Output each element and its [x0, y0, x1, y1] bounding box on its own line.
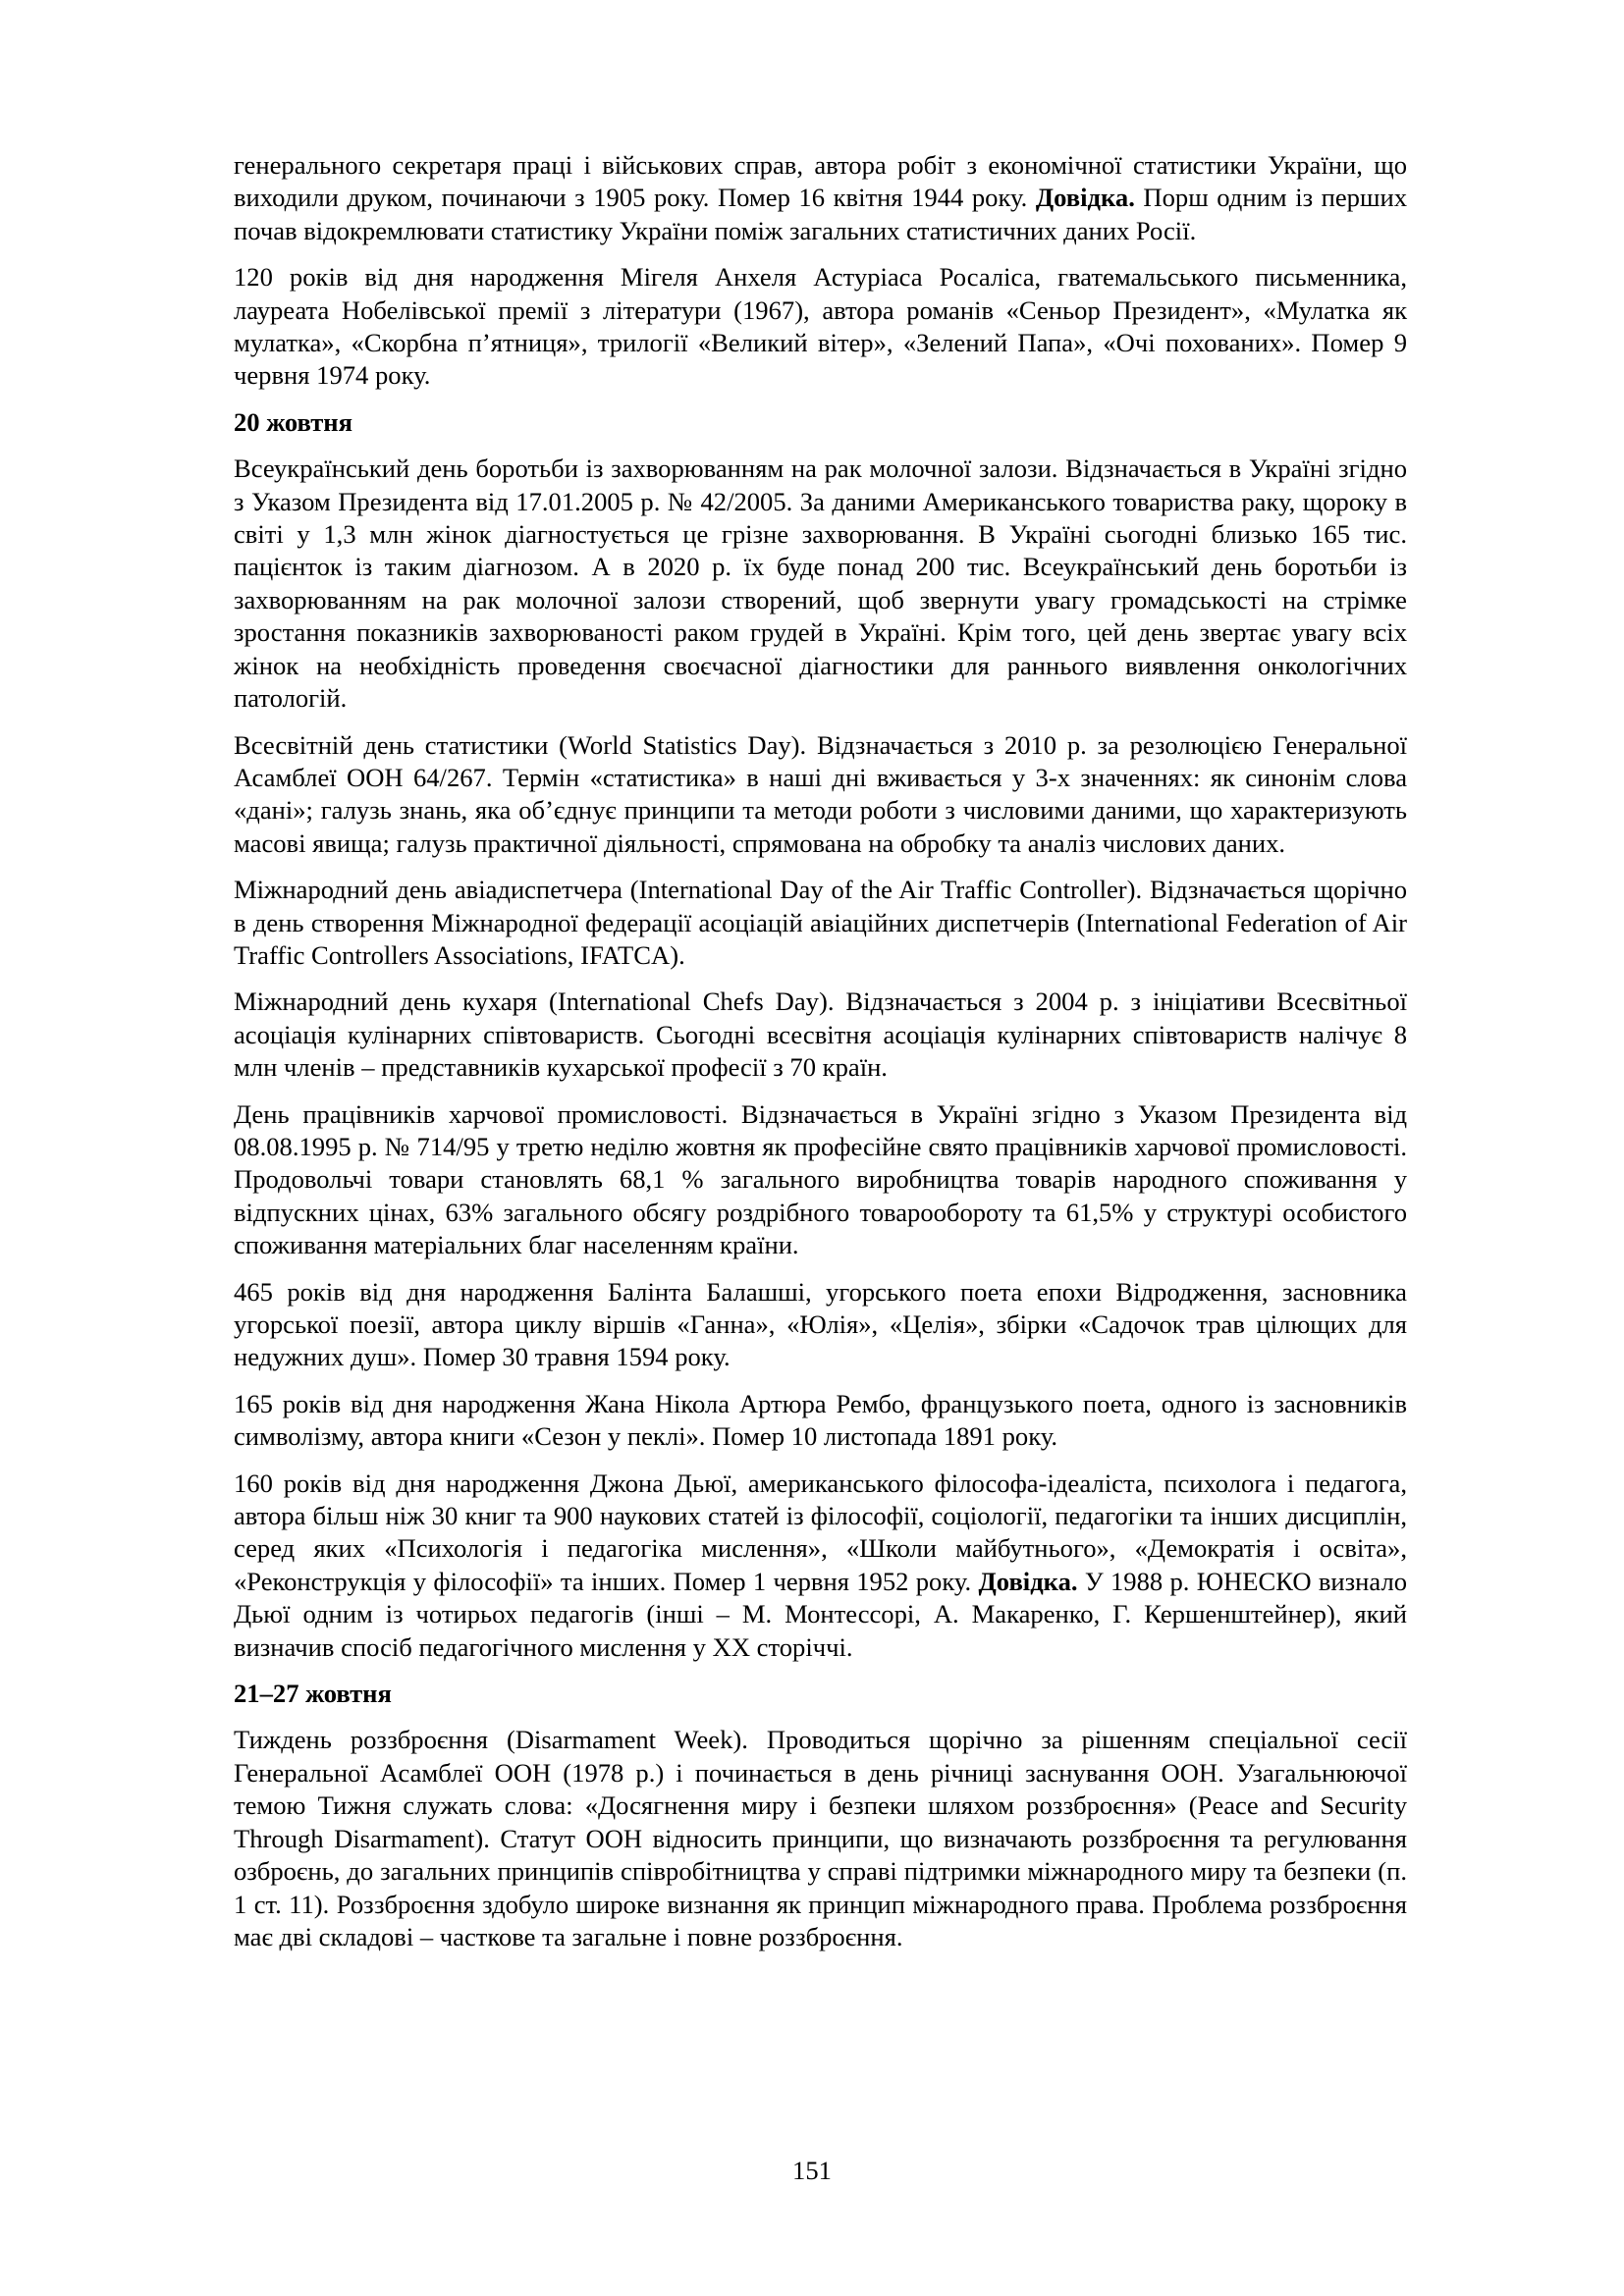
date-heading-oct-21-27: 21–27 жовтня: [234, 1679, 392, 1709]
paragraph-asturias: 120 років від дня народження Мігеля Анхеля Астуріаса Росаліса, гватемальського письменника, лауреата Нобелівської премії з літератури (1967), автора романів «Сеньор Президент», «Мулатка як мулатка», «Скорбна п’ятниця», трилогії «Великий вітер», «Зелений Папа», «Очі похованих». Помер 9 червня 1974 року.: [234, 262, 1407, 391]
paragraph-text-tail: Порш одним із перших почав відокремлювати статистику України поміж загальних статистичних даних Росії.: [234, 183, 1407, 245]
date-heading-oct-20: 20 жовтня: [234, 406, 352, 437]
paragraph-breast-cancer-day: Всеукраїнський день боротьби із захворюванням на рак молочної залози. Відзначається в Україні згідно з Указом Президента від 17.01.2005 р. № 42/2005. За даними Американського товариства раку, щороку в світі у 1,3 млн жінок діагностується це грізне захворювання. В Україні сьогодні близько 165 тис. пацієнток із таким діагнозом. А в 2020 р. їх буде понад 200 тис. Всеукраїнський день боротьби із захворюванням на рак молочної залози створений, щоб звернути увагу громадськості на стрімке зростання показників захворюваності раком грудей в Україні. Крім того, цей день звертає увагу всіх жінок на необхідність проведення своєчасної діагностики для раннього виявлення онкологічних патологій.: [234, 454, 1407, 714]
document-page: [234, 149, 1407, 1967]
note-label: Довідка.: [978, 1566, 1078, 1596]
paragraph-balassi: 465 років від дня народження Балінта Балашші, угорського поета епохи Відродження, засновника угорської поезії, автора циклу віршів «Ганна», «Юлія», «Целія», збірки «Садочок трав цілющих для недужних душ». Помер 30 травня 1594 року.: [234, 1276, 1407, 1372]
paragraph-air-traffic-controller-day: Міжнародний день авіадиспетчера (International Day of the Air Traffic Controller). Відзначається щорічно в день створення Міжнародної федерації асоціацій авіаційних диспетчерів (International Federation of Air Traffic Controllers Associations, IFATCA).: [234, 875, 1407, 970]
paragraph-chefs-day: Міжнародний день кухаря (International Chefs Day). Відзначається з 2004 р. з ініціативи Всесвітньої асоціація кулінарних співтовариств. Сьогодні всесвітня асоціація кулінарних співтовариств налічує 8 млн членів – представників кухарської професії з 70 країн.: [234, 987, 1407, 1083]
paragraph-rimbaud: 165 років від дня народження Жана Нікола Артюра Рембо, французького поета, одного із засновників символізму, автора книги «Сезон у пеклі». Помер 10 листопада 1891 року.: [234, 1388, 1407, 1452]
paragraph-world-statistics-day: Всесвітній день статистики (World Statistics Day). Відзначається з 2010 р. за резолюцією Генеральної Асамблеї ООН 64/267. Термін «статистика» в наші дні вживається у 3-х значеннях: як синонім слова «дані»; галузь знань, яка об’єднує принципи та методи роботи з числовими даними, що характеризують масові явища; галузь практичної діяльності, спрямована на обробку та аналіз числових даних.: [234, 729, 1407, 858]
paragraph-dewey: [234, 1468, 1407, 1664]
paragraph-disarmament-week: Тиждень роззброєння (Disarmament Week). Проводиться щорічно за рішенням спеціальної сесії Генеральної Асамблеї ООН (1978 р.) і починається в день річниці заснування ООН. Узагальнюючої темою Тижня служать слова: «Досягнення миру і безпеки шляхом роззброєння» (Peace and Security Through Disarmament). Статут ООН відносить принципи, що визначають роззброєння та регулювання озброєнь, до загальних принципів співробітництва у справі підтримки міжнародного миру та безпеки (п. 1 ст. 11). Роззброєння здобуло широке визнання як принцип міжнародного права. Проблема роззброєння має дві складові – часткове та загальне і повне роззброєння.: [234, 1725, 1407, 1951]
page-number: 151: [792, 2156, 832, 2185]
paragraph-food-industry-day: День працівників харчової промисловості. Відзначається в Україні згідно з Указом Президента від 08.08.1995 р. № 714/95 у третю неділю жовтня як професійне свято працівників харчової промисловості. Продовольчі товари становлять 68,1 % загального виробництва товарів народного споживання у відпускних цінах, 63% загального обсягу роздрібного товарообороту та 61,5% у структурі особистого споживання матеріальних благ населенням країни.: [234, 1098, 1407, 1260]
note-label: Довідка.: [1035, 183, 1135, 213]
paragraph-porsh: [234, 149, 1407, 247]
paragraph-text: генерального секретаря праці і військових справ, автора робіт з економічної статистики України, що виходили друком, починаючи з 1905 року. Помер 16 квітня 1944 року.: [234, 150, 1407, 213]
paragraph-text: 160 років від дня народження Джона Дьюї, американського філософа-ідеаліста, психолога і педагога, автора більш ніж 30 книг та 900 наукових статей із філософії, соціології, педагогіки та інших дисциплін, серед яких «Психологія і педагогіка мислення», «Школи майбутнього», «Демократія і освіта», «Реконструкція у філософії» та інших. Помер 1 червня 1952 року.: [234, 1468, 1407, 1596]
paragraph-text-tail: У 1988 р. ЮНЕСКО визнало Дьюї одним із чотирьох педагогів (інші – М. Монтессорі, А. Макаренко, Г. Кершенштейнер), який визначив спосіб педагогічного мислення у ХХ сторіччі.: [234, 1566, 1408, 1662]
